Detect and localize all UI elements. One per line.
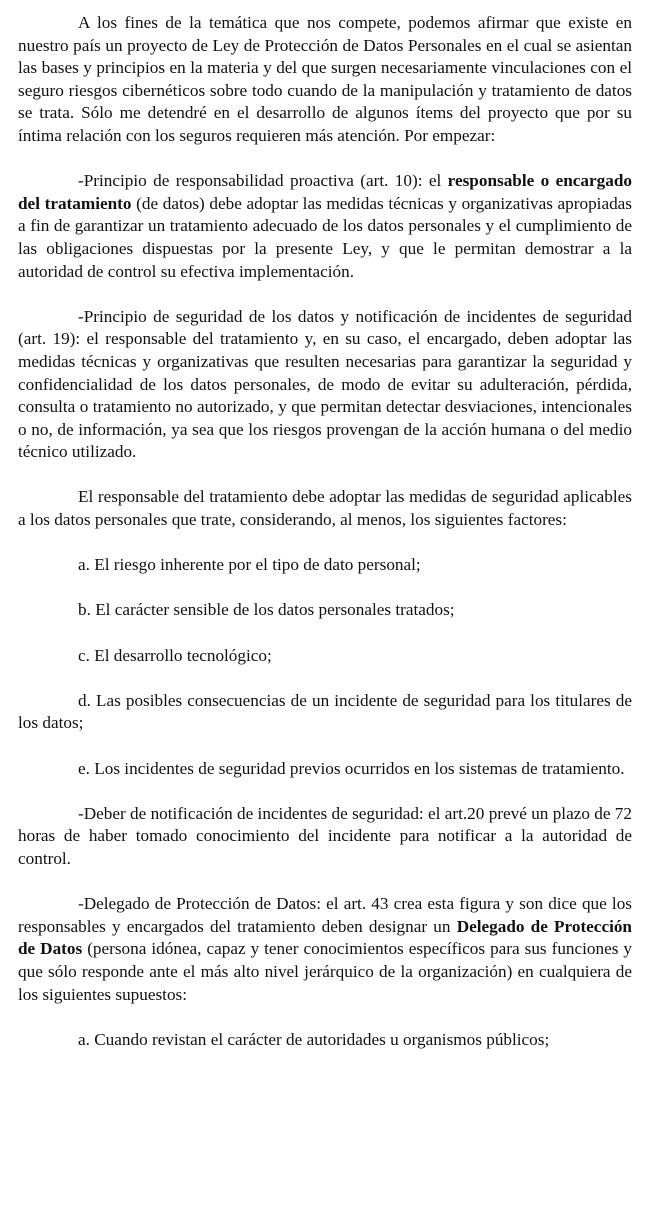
paragraph-intro: A los fines de la temática que nos compete, podemos afirmar que existe en nuestro país un proyecto de Ley de Protección de Datos Personales en el cual se asientan las bases y principios en la materia y del que surgen necesariamente vinculaciones con el seguro riesgos cibernéticos sobre todo cuando de la manipulación y tratamiento de datos se trata. Sólo me detendré en el desarrollo de algunos ítems del proyecto que por su íntima relación con los seguros requieren más atención. Por empezar: <box>18 13 632 145</box>
list-item-a: a. El riesgo inherente por el tipo de dato personal; <box>78 555 421 575</box>
paragraph-responsabilidad-proactiva <box>18 170 632 283</box>
list-item-c: c. El desarrollo tecnológico; <box>78 645 272 665</box>
paragraph-text: (de datos) debe adoptar las medidas técnicas y organizativas apropiadas a fin de garantizar un tratamiento adecuado de los datos personales y el cumplimiento de las obligaciones dispuestas por la presente Ley, y que le permitan demostrar a la autoridad de control su efectiva implementación. <box>18 193 632 281</box>
paragraph-text: -Principio de responsabilidad proactiva (art. 10): el <box>78 171 448 191</box>
paragraph-text: -Delegado de Protección de Datos: el art. 43 crea esta figura y son dice que los responsables y encargados del tratamiento deben designar un <box>18 894 632 936</box>
paragraph-seguridad-datos: -Principio de seguridad de los datos y notificación de incidentes de seguridad (art. 19): el responsable del tratamiento y, en su caso, el encargado, deben adoptar las medidas técnicas y organizativas que resulten necesarias para garantizar la seguridad y confidencialidad de los datos personales, de modo de evitar su adulteración, pérdida, consulta o tratamiento no autorizado, y que permitan detectar desviaciones, intencionales o no, de información, ya sea que los riesgos provengan de la acción humana o del medio técnico utilizado. <box>18 306 632 462</box>
list-item-final-a: a. Cuando revistan el carácter de autoridades u organismos públicos; <box>78 1029 550 1049</box>
list-item-b: b. El carácter sensible de los datos personales tratados; <box>78 600 455 620</box>
paragraph-medidas-seguridad: El responsable del tratamiento debe adoptar las medidas de seguridad aplicables a los datos personales que trate, considerando, al menos, los siguientes factores: <box>18 487 632 530</box>
list-item-e: e. Los incidentes de seguridad previos ocurridos en los sistemas de tratamiento. <box>78 758 625 778</box>
paragraph-text: (persona idónea, capaz y tener conocimientos específicos para sus funciones y que sólo responde ante el más alto nivel jerárquico de la organización) en cualquiera de los siguientes supuestos: <box>18 939 633 1004</box>
paragraph-delegado-proteccion <box>18 893 632 1006</box>
paragraph-notificacion-incidentes: -Deber de notificación de incidentes de seguridad: el art.20 prevé un plazo de 72 horas de haber tomado conocimiento del incidente para notificar a la autoridad de control. <box>18 803 632 868</box>
list-item-d: d. Las posibles consecuencias de un incidente de seguridad para los titulares de los datos; <box>18 690 632 733</box>
bold-term-responsable: responsable o encargado del tratamiento <box>18 171 632 213</box>
bold-term-delegado: Delegado de Protección de Datos <box>18 916 632 959</box>
